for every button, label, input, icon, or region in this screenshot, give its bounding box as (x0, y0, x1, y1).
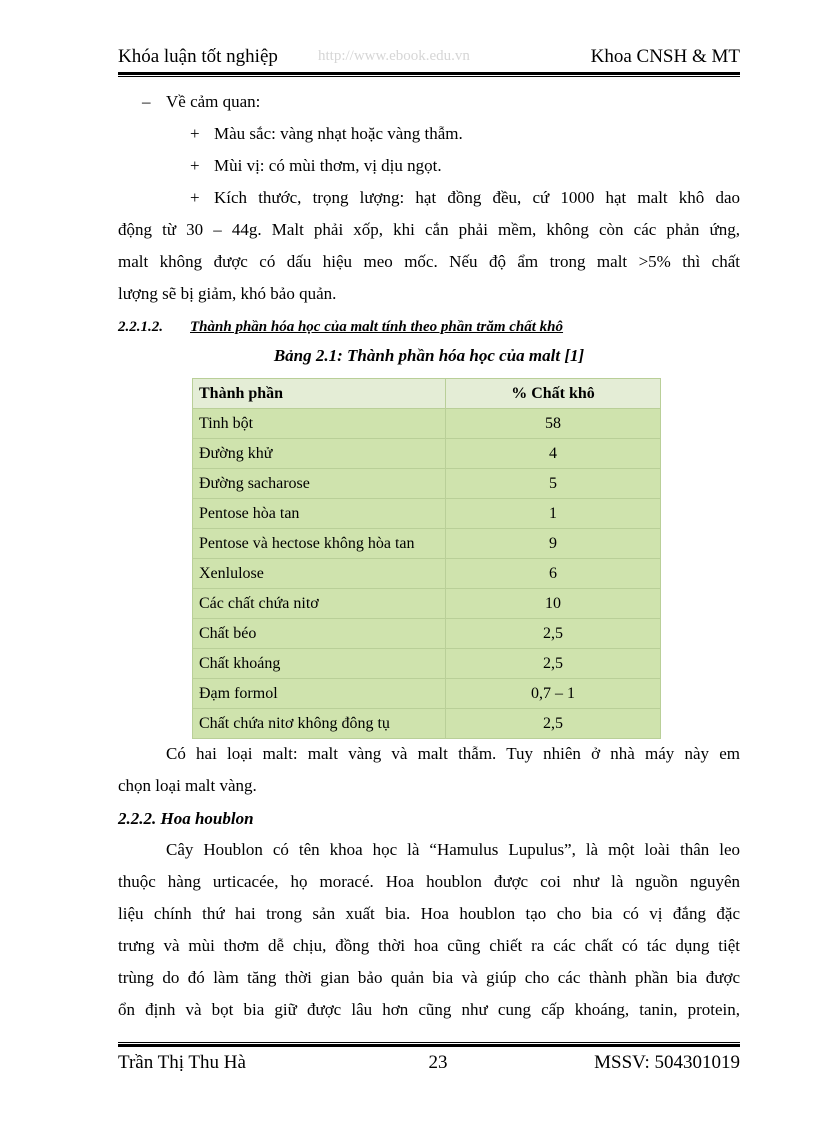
column-header-component: Thành phần (193, 379, 446, 409)
paragraph-line: liệu chính thứ hai trong sản xuất bia. Hoa houblon tạo cho bia có vị đắng đặc (118, 904, 740, 923)
value-cell: 2,5 (446, 709, 661, 739)
section-heading-houblon: 2.2.2. Hoa houblon (118, 809, 254, 828)
table-row (193, 529, 661, 559)
table-caption: Bảng 2.1: Thành phần hóa học của malt [1] (273, 346, 585, 365)
value-cell: 10 (446, 589, 661, 619)
table-row (193, 499, 661, 529)
table-row (193, 649, 661, 679)
component-cell: Đường sacharose (193, 469, 446, 499)
value-cell: 4 (446, 439, 661, 469)
paragraph-line: thuộc hàng urticacée, họ moracé. Hoa houblon được coi như là nguồn nguyên (118, 872, 740, 891)
header-faculty-label: Khoa CNSH & MT (590, 46, 740, 67)
paragraph-line: ổn định và bọt bia giữ được lâu hơn cũng như cung cấp khoáng, tanin, protein, (118, 1000, 740, 1019)
column-header-dry-matter: % Chất khô (446, 379, 661, 409)
component-cell: Chất chứa nitơ không đông tụ (193, 709, 446, 739)
component-cell: Đường khử (193, 439, 446, 469)
header-rule (118, 72, 740, 77)
value-cell: 0,7 – 1 (446, 679, 661, 709)
value-cell: 58 (446, 409, 661, 439)
value-cell: 1 (446, 499, 661, 529)
page-footer (118, 1052, 740, 1078)
component-cell: Pentose và hectose không hòa tan (193, 529, 446, 559)
table-row (193, 679, 661, 709)
component-cell: Pentose hòa tan (193, 499, 446, 529)
header-thesis-label: Khóa luận tốt nghiệp (118, 46, 278, 67)
paragraph-line: Cây Houblon có tên khoa học là “Hamulus Lupulus”, là một loài thân leo (166, 840, 740, 859)
table-row (193, 709, 661, 739)
list-marker: + (190, 124, 200, 143)
list-marker: + (190, 156, 200, 175)
paragraph-line: trùng do đó làm tăng thời gian bảo quản bia và giúp cho các thành phần bia được (118, 968, 740, 987)
component-cell: Chất béo (193, 619, 446, 649)
table-header-row (193, 379, 661, 409)
value-cell: 5 (446, 469, 661, 499)
malt-composition-table (192, 378, 661, 739)
value-cell: 2,5 (446, 649, 661, 679)
list-item: Kích thước, trọng lượng: hạt đồng đều, cứ 1000 hạt malt khô dao (214, 188, 740, 207)
page-header (118, 42, 740, 74)
page-number: 23 (428, 1052, 448, 1073)
table-row (193, 589, 661, 619)
subsection-title: Thành phần hóa học của malt tính theo phần trăm chất khô (190, 319, 564, 335)
component-cell: Tinh bột (193, 409, 446, 439)
component-cell: Chất khoáng (193, 649, 446, 679)
list-marker: + (190, 188, 200, 207)
value-cell: 2,5 (446, 619, 661, 649)
footer-rule (118, 1042, 740, 1047)
component-cell: Xenlulose (193, 559, 446, 589)
component-cell: Đạm formol (193, 679, 446, 709)
table-row (193, 559, 661, 589)
table-row (193, 619, 661, 649)
value-cell: 9 (446, 529, 661, 559)
table-row (193, 469, 661, 499)
sensory-title: Về cảm quan: (166, 92, 261, 111)
paragraph-line: trưng và mùi thơm dễ chịu, đồng thời hoa cũng chiết ra các chất có tác dụng tiệt (118, 936, 740, 955)
table-row (193, 439, 661, 469)
value-cell: 6 (446, 559, 661, 589)
bullet-dash: – (142, 92, 151, 111)
paragraph-line: chọn loại malt vàng. (118, 776, 257, 795)
paragraph-line: malt không được có dấu hiệu meo mốc. Nếu độ ẩm trong malt >5% thì chất (118, 252, 740, 271)
footer-author: Trần Thị Thu Hà (118, 1052, 246, 1073)
header-watermark-url: http://www.ebook.edu.vn (318, 48, 470, 64)
paragraph-line: lượng sẽ bị giảm, khó bảo quản. (118, 284, 337, 303)
component-cell: Các chất chứa nitơ (193, 589, 446, 619)
paragraph-line: Có hai loại malt: malt vàng và malt thẫm. Tuy nhiên ở nhà máy này em (166, 744, 740, 763)
table-row (193, 409, 661, 439)
paragraph-line: động từ 30 – 44g. Malt phải xốp, khi cắn phải mềm, không còn các phản ứng, (118, 220, 740, 239)
list-item: Màu sắc: vàng nhạt hoặc vàng thẫm. (214, 124, 463, 143)
subsection-number: 2.2.1.2. (118, 319, 163, 335)
footer-student-id: MSSV: 504301019 (594, 1052, 740, 1073)
list-item: Mùi vị: có mùi thơm, vị dịu ngọt. (214, 156, 442, 175)
